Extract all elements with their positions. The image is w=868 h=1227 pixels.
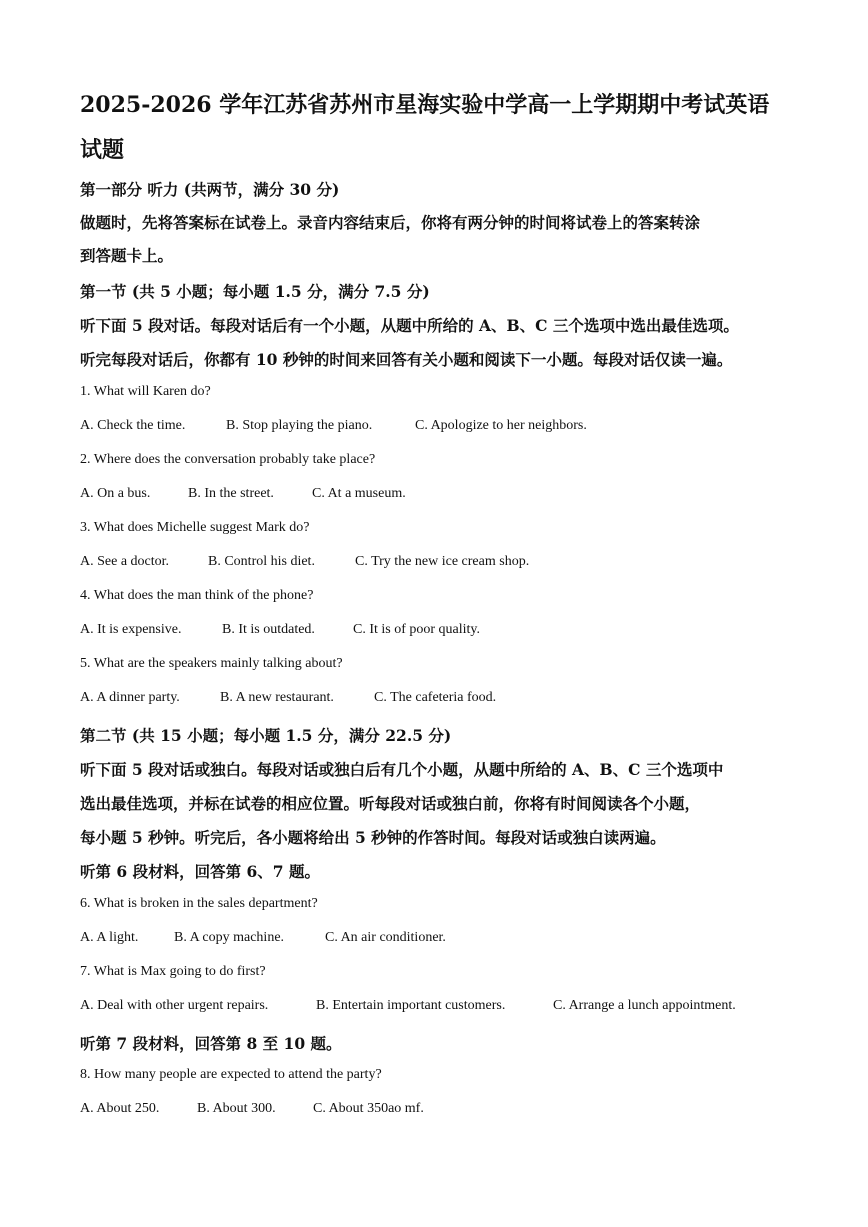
option-c: C. Try the new ice cream shop. xyxy=(355,554,530,569)
section2-heading: 第二节 (共 15 小题；每小题 1.5 分，满分 22.5 分) xyxy=(80,726,452,745)
option-b: B. A copy machine. xyxy=(174,930,285,945)
section2-instructions-line3: 每小题 5 秒钟。听完后，各小题将给出 5 秒钟的作答时间。每段对话或独白读两遍。 xyxy=(80,828,666,847)
option-a: A. See a doctor. xyxy=(80,554,170,569)
question-3-options xyxy=(80,554,529,570)
question-8-options xyxy=(80,1101,424,1117)
material-7-heading: 听第 7 段材料，回答第 8 至 10 题。 xyxy=(80,1034,342,1053)
question-3: 3. What does Michelle suggest Mark do? xyxy=(80,520,310,535)
exam-title-line2: 试题 xyxy=(80,137,125,163)
option-a: A. On a bus. xyxy=(80,486,151,501)
option-b: B. About 300. xyxy=(197,1101,276,1116)
question-5-options xyxy=(80,690,496,706)
option-b: B. Stop playing the piano. xyxy=(226,418,373,433)
option-b: B. A new restaurant. xyxy=(220,690,334,705)
option-c: C. Arrange a lunch appointment. xyxy=(553,998,736,1013)
option-a: A. About 250. xyxy=(80,1101,160,1116)
question-7-options xyxy=(80,998,736,1014)
option-a: A. Deal with other urgent repairs. xyxy=(80,998,269,1013)
option-a: A. A dinner party. xyxy=(80,690,180,705)
question-6-options xyxy=(80,930,446,946)
option-c: C. The cafeteria food. xyxy=(374,690,497,705)
material-6-heading: 听第 6 段材料，回答第 6、7 题。 xyxy=(80,862,320,881)
section1-instructions-line1: 听下面 5 段对话。每段对话后有一个小题，从题中所给的 A、B、C 三个选项中选出最佳选项。 xyxy=(80,316,739,335)
option-c: C. Apologize to her neighbors. xyxy=(415,418,587,433)
section2-instructions-line1: 听下面 5 段对话或独白。每段对话或独白后有几个小题，从题中所给的 A、B、C 三个选项中 xyxy=(80,760,724,779)
option-c: C. About 350ao mf. xyxy=(313,1101,424,1116)
part1-instructions-line1: 做题时，先将答案标在试卷上。录音内容结束后，你将有两分钟的时间将试卷上的答案转涂 xyxy=(80,213,701,232)
option-b: B. Control his diet. xyxy=(208,554,315,569)
option-a: A. A light. xyxy=(80,930,139,945)
option-a: A. It is expensive. xyxy=(80,622,182,637)
option-b: B. In the street. xyxy=(188,486,274,501)
question-7: 7. What is Max going to do first? xyxy=(80,964,266,979)
option-c: C. An air conditioner. xyxy=(325,930,446,945)
question-4-options xyxy=(80,622,480,638)
question-1: 1. What will Karen do? xyxy=(80,384,211,399)
question-2-options xyxy=(80,486,406,502)
section2-instructions-line2: 选出最佳选项，并标在试卷的相应位置。听每段对话或独白前，你将有时间阅读各个小题， xyxy=(80,794,701,813)
option-a: A. Check the time. xyxy=(80,418,186,433)
option-c: C. It is of poor quality. xyxy=(353,622,481,637)
exam-title-line1: 2025-2026 学年江苏省苏州市星海实验中学高一上学期期中考试英语 xyxy=(80,92,770,118)
section1-instructions-line2: 听完每段对话后，你都有 10 秒钟的时间来回答有关小题和阅读下一小题。每段对话仅读一遍。 xyxy=(80,350,733,369)
question-8: 8. How many people are expected to attend the party? xyxy=(80,1067,382,1082)
part1-heading: 第一部分 听力 (共两节，满分 30 分) xyxy=(80,180,340,199)
question-1-options xyxy=(80,418,587,434)
option-b: B. Entertain important customers. xyxy=(316,998,506,1013)
question-5: 5. What are the speakers mainly talking about? xyxy=(80,656,343,671)
question-2: 2. Where does the conversation probably take place? xyxy=(80,452,376,467)
question-6: 6. What is broken in the sales department? xyxy=(80,896,318,911)
section1-heading: 第一节 (共 5 小题；每小题 1.5 分，满分 7.5 分) xyxy=(80,282,430,301)
option-b: B. It is outdated. xyxy=(222,622,315,637)
question-4: 4. What does the man think of the phone? xyxy=(80,588,314,603)
part1-instructions-line2: 到答题卡上。 xyxy=(80,246,174,265)
option-c: C. At a museum. xyxy=(312,486,406,501)
